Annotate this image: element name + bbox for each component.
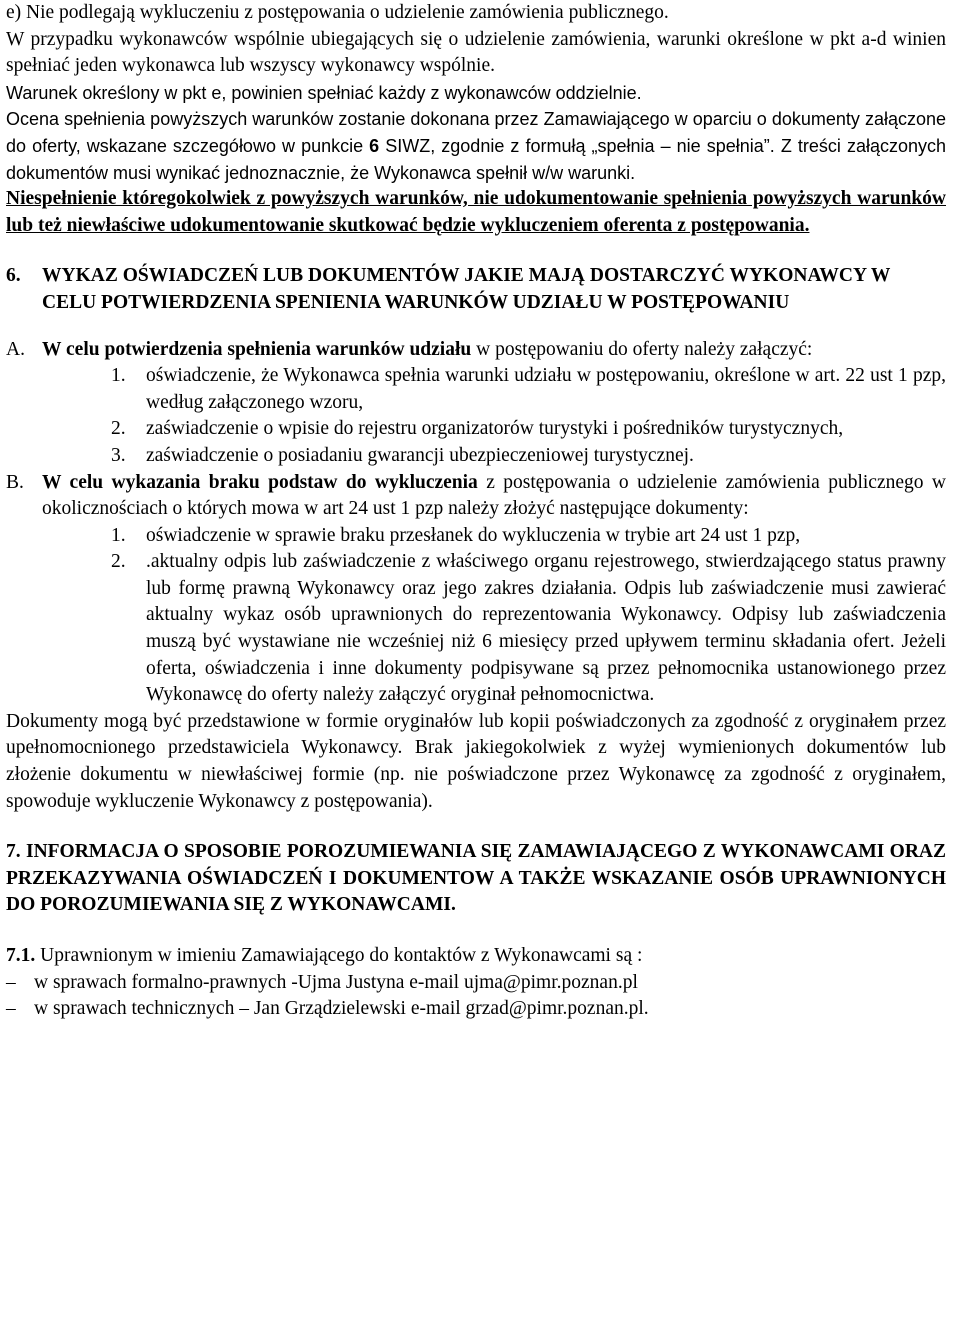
section-7-1-number: 7.1.: [6, 945, 36, 966]
list-item-number: 3.: [111, 444, 126, 466]
documents-note: Dokumenty mogą być przedstawione w formie oryginałów lub kopii poświadczonych za zgodność z oryginałem przez upełnomocnionego przedstawiciela Wykonawcy. Brak jakiegokolwiek z wyżej wymienionych dokumentów lub złożenie dokumentu w niewłaściwej formie (np. nie poświadczone przez Wykonawcę za zgodność z oryginałem, spowoduje wykluczenie Wykonawcy z postępowania).: [6, 710, 946, 812]
list-item-number: 2.: [111, 551, 126, 573]
section-6b-label: B.: [6, 471, 24, 493]
list-item-text: .aktualny odpis lub zaświadczenie z właściwego organu rejestrowego, stwierdzającego status prawny lub formę prawną Wykonawcy oraz jego zakres działania. Odpis lub zaświadczenie musi zawierać aktualny wykaz osób uprawnionych do reprezentowania Wykonawcy. Odpisy lub zaświadczenia muszą być wystawiane nie wcześniej niż 6 miesięcy przed upływem terminu składania ofert. Jeżeli oferta, oświadczenia i inne dokumenty podpisywane są przez pełnomocnika ustanowionego przez Wykonawcę do oferty należy załączyć oryginał pełnomocnictwa.: [146, 551, 946, 706]
list-item: [6, 416, 946, 443]
contact-text: w sprawach formalno-prawnych -Ujma Justyna e-mail ujma@pimr.poznan.pl: [34, 971, 638, 993]
section-6b: [6, 470, 946, 523]
section-6-heading: [6, 263, 946, 316]
contact-item: [6, 996, 946, 1023]
list-item-number: 1.: [111, 524, 126, 546]
item-e: e) Nie podlegają wykluczeniu z postępowania o udzielenie zamówienia publicznego.: [6, 2, 669, 23]
exclusion-warning: Niespełnienie któregokolwiek z powyższych warunków, nie udokumentowanie spełnienia powyższych warunków lub też niewłaściwe udokumentowanie skutkować będzie wykluczeniem oferenta z postępowania.: [6, 188, 946, 236]
list-item-number: 2.: [111, 418, 126, 440]
section-6-number: 6.: [6, 265, 21, 287]
list-item: [6, 363, 946, 416]
section-6-title: WYKAZ OŚWIADCZEŃ LUB DOKUMENTÓW JAKIE MAJĄ DOSTARCZYĆ WYKONAWCY W CELU POTWIERDZENIA SPENIENIA WARUNKÓW UDZIAŁU W POSTĘPOWANIU: [42, 265, 890, 313]
section-7-1-text: Uprawnionym w imieniu Zamawiającego do kontaktów z Wykonawcami są :: [35, 945, 643, 966]
section-7-1: [6, 943, 946, 970]
contact-item: [6, 970, 946, 997]
section-6b-bold: W celu wykazania braku podstaw do wykluczenia: [42, 471, 478, 493]
list-item: [6, 549, 946, 709]
list-item-text: zaświadczenie o posiadaniu gwarancji ubezpieczeniowej turystycznej.: [146, 444, 694, 466]
condition-e-paragraph: Warunek określony w pkt e, powinien spełniać każdy z wykonawców oddzielnie.: [6, 82, 642, 103]
section-6a-bold: W celu potwierdzenia spełnienia warunków udziału: [42, 338, 472, 360]
evaluation-text-b: SIWZ, zgodnie z formułą „spełnia – nie spełnia”. Z treści załączonych dokumentów musi wynikać jednoznacznie, że Wykonawca spełnił w/w warunki.: [6, 135, 946, 183]
section-6a-intro: [42, 337, 946, 364]
section-7-title: 7. INFORMACJA O SPOSOBIE POROZUMIEWANIA SIĘ ZAMAWIAJĄCEGO Z WYKONAWCAMI ORAZ PRZEKAZYWANIA OŚWIADCZEŃ I DOKUMENTOW A TAKŻE WSKAZANIE OSÓB UPRAWNIONYCH DO POROZUMIEWANIA SIĘ Z WYKONAWCAMI.: [6, 841, 946, 916]
joint-contractors-paragraph: W przypadku wykonawców wspólnie ubiegających się o udzielenie zamówienia, warunki określone w pkt a-d winien spełniać jeden wykonawca lub wszyscy wykonawcy wspólnie.: [6, 28, 946, 77]
list-item: [6, 443, 946, 470]
list-item-text: oświadczenie, że Wykonawca spełnia warunki udziału w postępowaniu, określone w art. 22 ust 1 pzp, według załączonego wzoru,: [146, 365, 946, 413]
evaluation-section-ref: 6: [369, 135, 380, 156]
contact-text: w sprawach technicznych – Jan Grządzielewski e-mail grzad@pimr.poznan.pl.: [34, 998, 649, 1020]
list-item: [6, 523, 946, 550]
section-6b-rest: z postępowania o udzielenie zamówienia publicznego w okolicznościach o których mowa w art 24 ust 1 pzp należy złożyć następujące dokumenty:: [42, 471, 946, 520]
section-6a: [6, 337, 946, 364]
evaluation-text-a: Ocena spełnienia powyższych warunków zostanie dokonana przez Zamawiającego w oparciu o dokumenty załączone do oferty, wskazane szczegółowo w punkcie: [6, 109, 946, 156]
list-item-text: oświadczenie w sprawie braku przesłanek do wykluczenia w trybie art 24 ust 1 pzp,: [146, 524, 801, 546]
section-6a-rest: w postępowaniu do oferty należy załączyć:: [471, 338, 813, 360]
contact-dash: –: [6, 998, 16, 1020]
list-item-text: zaświadczenie o wpisie do rejestru organizatorów turystyki i pośredników turystycznych,: [146, 418, 844, 440]
section-6b-intro: [42, 470, 946, 523]
section-6a-label: A.: [6, 338, 25, 360]
list-item-number: 1.: [111, 365, 126, 387]
contact-dash: –: [6, 971, 16, 993]
evaluation-paragraph: [6, 106, 946, 186]
